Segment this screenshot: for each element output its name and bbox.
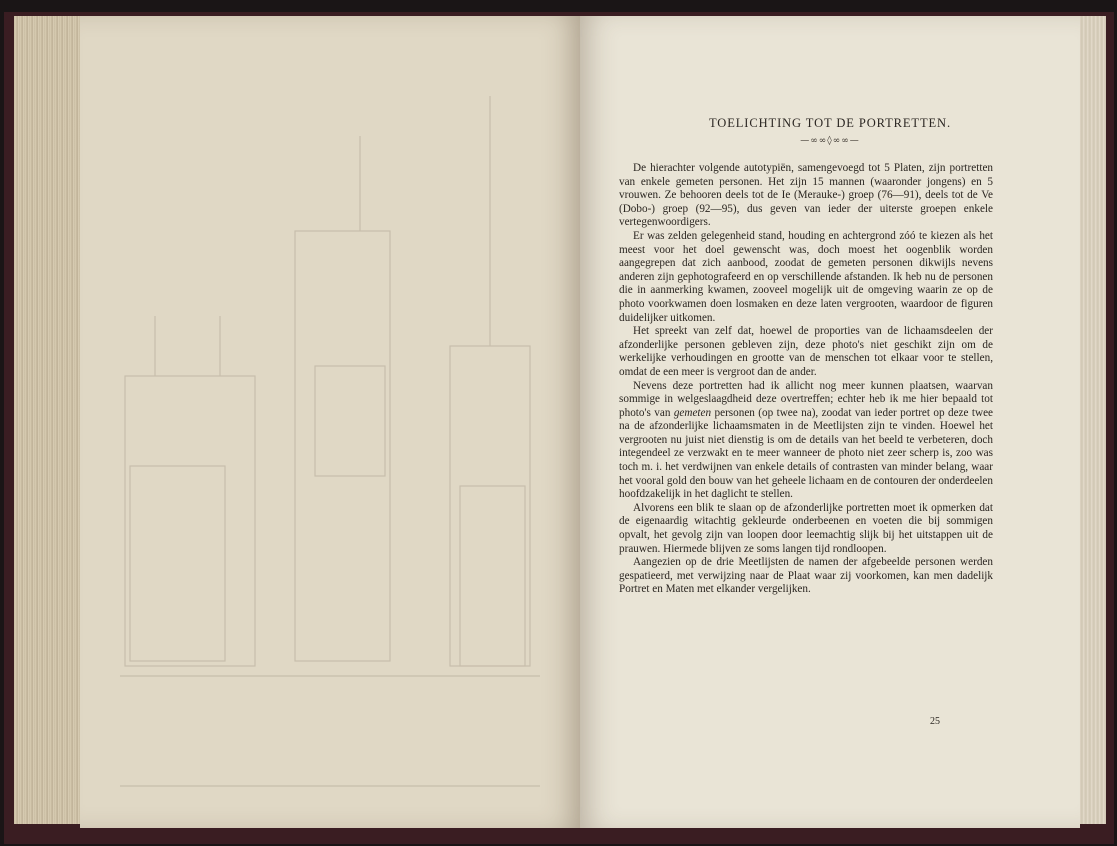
left-page-edges [14,16,84,824]
paragraph: Het spreekt van zelf dat, hoewel de proporties van de lichaamsdeelen der afzonderlijke personen gebleven zijn, deze photo's niet geschikt zijn om de werkelijke verhoudingen en grootte van de menschen tot elkaar voor te stellen, omdat de een meer is vergroot dan de ander. [619,325,993,378]
page-title: TOELICHTING TOT DE PORTRETTEN. [709,116,951,130]
paragraph-text: personen (op twee na), zoodat van ieder portret op deze twee na de afzonderlijke lichaamsmaten in de Meetlijsten zijn te vinden. Hoewel het vergrooten nu juist niet dienstig is om de details van het beeld te verbeteren, doch integendeel ze verzwakt en te meer wanneer de photo niet zeer scherp is, zoo was toch m. i. het verdwijnen van enkele details of contrasten van minder belang, waar het vooral gold den bouw van het geheele lichaam en de contouren der onderdeelen hoofdzakelijk in het daglicht te stellen. [619,406,993,501]
page-number: 25 [930,716,940,727]
paragraph-text: Nevens deze portretten had ik allicht nog meer kunnen plaatsen, waarvan sommige in welgeslaagdheid deze overtreffen; echter heb ik me hier bepaald tot photo's van [619,379,993,419]
emphasis-text: gemeten [673,406,712,419]
right-page-edges [1080,16,1106,824]
body-text [619,162,993,597]
left-page [80,16,580,828]
title-ornament: —∞∞◊∞∞— [800,136,860,146]
right-page [580,16,1080,828]
paragraph: Aangezien op de drie Meetlijsten de namen der afgebeelde personen werden gespatieerd, met verwijzing naar de Plaat waar zij voorkomen, kan men dadelijk Portret en Maten met elkander vergelijken. [619,556,993,596]
paragraph [619,380,993,502]
bleed-through-diagram [80,16,580,828]
paragraph: De hierachter volgende autotypiën, samengevoegd tot 5 Platen, zijn portretten van enkele gemeten personen. Het zijn 15 mannen (waaronder jongens) en 5 vrouwen. Ze behooren deels tot de Ie (Merauke-) groep (76—91), deels tot de Ve (Dobo-) groep (92—95), dus geven van ieder der uiterste groepen enkele vertegenwoordigers. [619,162,993,229]
paragraph: Er was zelden gelegenheid stand, houding en achtergrond zóó te kiezen als het meest voor het doel gewenscht was, doch moest het oogenblik worden aangegrepen dat zich aanbood, zoodat de gemeten personen dikwijls nevens anderen zijn gephotografeerd en op verschillende afstanden. Ik heb nu de personen die in aanmerking kwamen, zooveel mogelijk uit de omgeving waarin ze op de photo voorkwamen doen losmaken en deze laten vergrooten, waardoor de figuren duidelijker uitkomen. [619,229,993,324]
paragraph: Alvorens een blik te slaan op de afzonderlijke portretten moet ik opmerken dat de eigenaardig witachtig gekleurde onderbeenen en voeten die bij sommigen opvalt, het gevolg zijn van loopen door leemachtig slijk bij het uitstappen uit de prauwen. Hiermede blijven ze soms langen tijd rondloopen. [619,501,993,555]
